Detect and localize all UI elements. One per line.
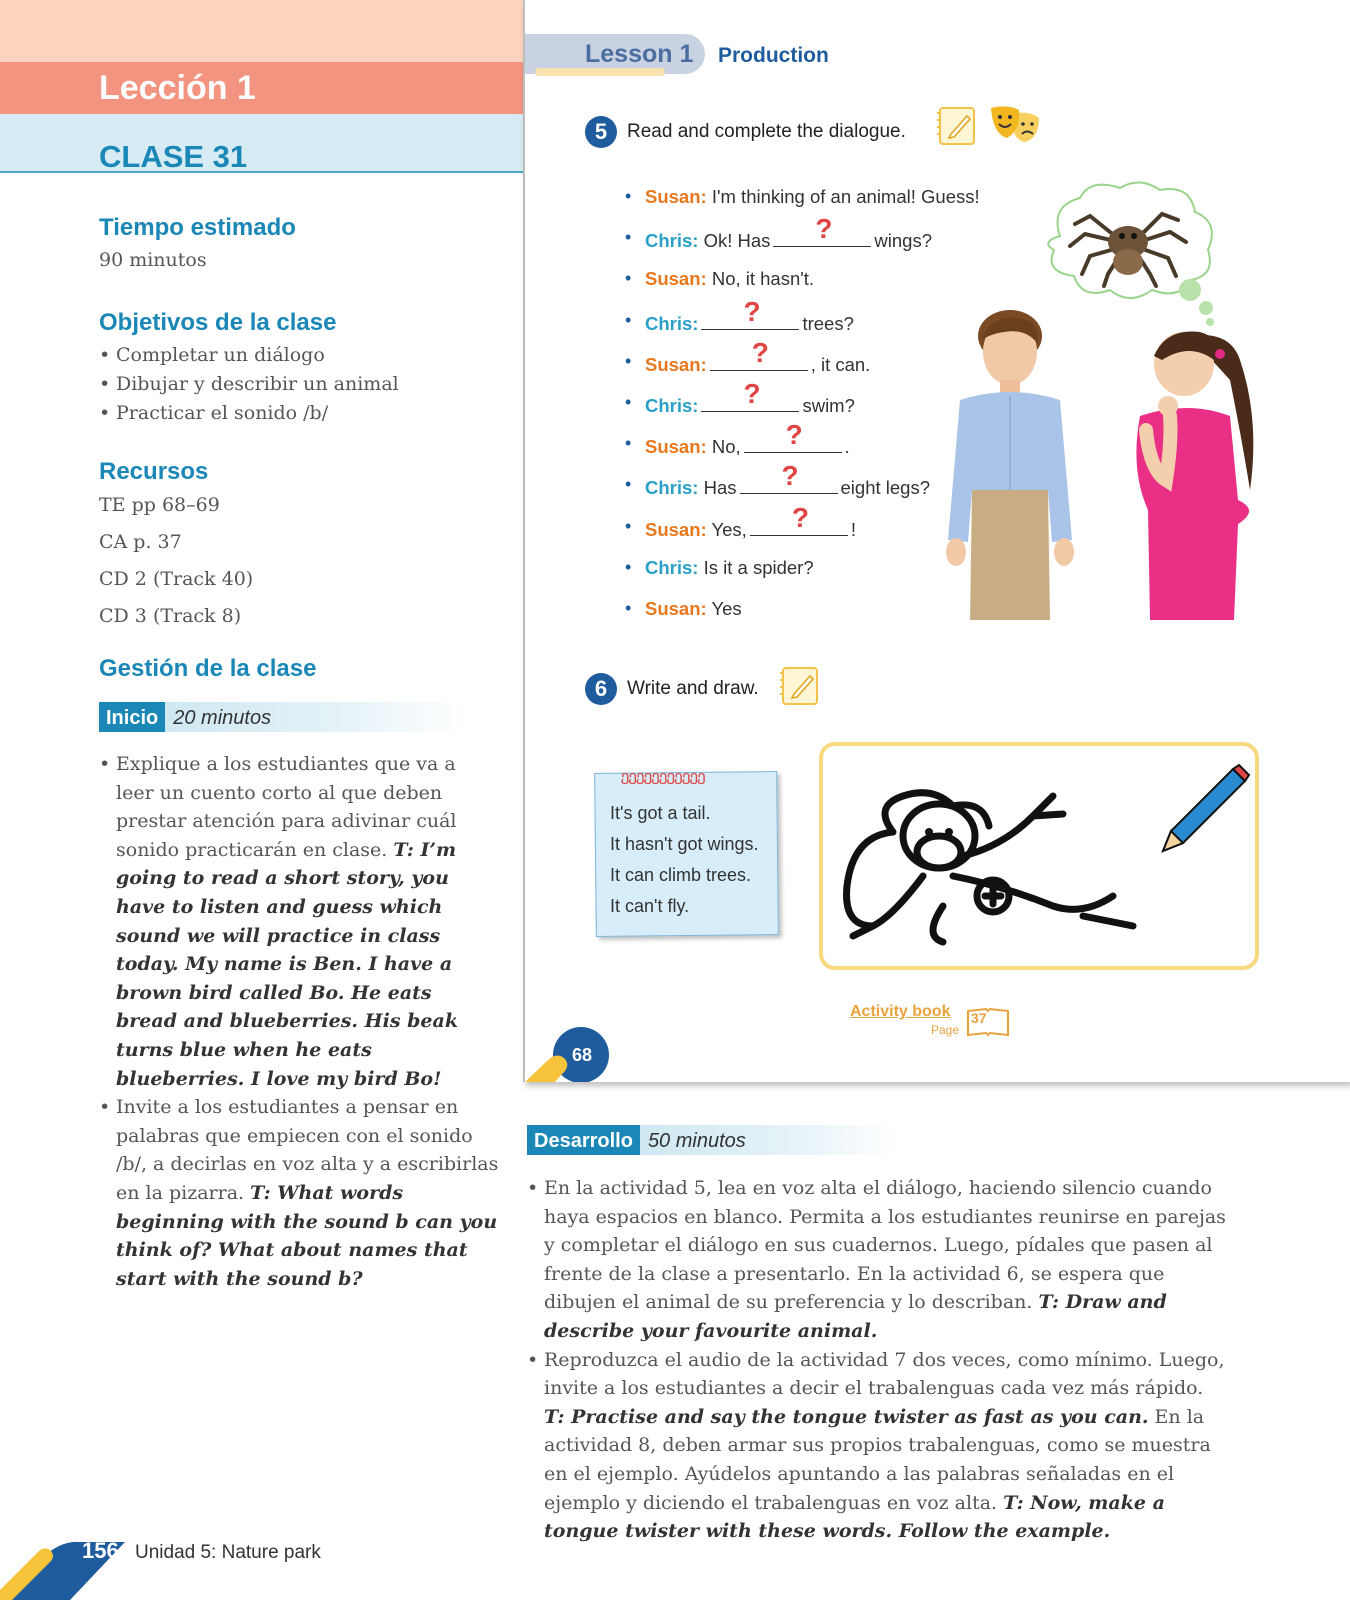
leccion-band — [0, 62, 523, 114]
book-page-number: 68 — [572, 1045, 593, 1065]
instruction-text: En la actividad 5, lea en voz alta el diálogo, haciendo silencio cuando haya espacios en blanco. Permita a los estudiantes reunirse en parejas y completar el diálogo en sus cuadernos. Luego, pídales que pasen al frente de la clase a presentarlo. En la actividad 6, se espera que dibujen el animal de su preferencia y lo describan. — [544, 1177, 1226, 1314]
speaker-name: Susan: — [645, 268, 707, 290]
page-corner-decoration — [0, 1520, 140, 1600]
dialogue-line — [625, 295, 980, 351]
dialogue-text: Ok! Has — [698, 230, 771, 252]
question-mark-icon: ? — [785, 419, 803, 451]
objetivos-section — [99, 309, 399, 428]
question-mark-icon: ? — [743, 295, 761, 327]
teacher-line: T: Draw and describe your favourite animal. — [544, 1291, 1167, 1342]
teacher-line: T: What words beginning with the sound b can you think of? What about names that start with the sound b? — [116, 1181, 498, 1290]
list-item — [527, 1174, 1227, 1346]
speaker-name: Chris: — [645, 477, 699, 499]
inicio-bar — [99, 702, 465, 732]
desarrollo-bar — [527, 1125, 900, 1155]
dialogue-list — [625, 186, 980, 639]
speaker-name: Chris: — [645, 312, 699, 334]
notebook-pencil-icon — [937, 104, 979, 148]
clase-band — [0, 114, 523, 173]
dialogue-line — [625, 598, 980, 639]
gestion-heading: Gestión de la clase — [99, 655, 317, 682]
recurso-item: CD 3 (Track 8) — [99, 605, 242, 627]
answer-blank[interactable] — [744, 419, 842, 453]
speaker-name: Susan: — [645, 518, 707, 540]
recurso-item: CD 2 (Track 40) — [99, 568, 254, 590]
answer-blank[interactable] — [740, 460, 838, 494]
header-band-top — [0, 0, 523, 62]
question-mark-icon: ? — [815, 213, 833, 245]
activity-5-number: 5 — [585, 116, 617, 148]
dialogue-text: swim? — [802, 394, 855, 416]
note-text — [610, 798, 759, 922]
list-item: • Dibujar y describir un animal — [99, 370, 399, 399]
boy-image — [930, 300, 1090, 620]
objetivos-heading: Objetivos de la clase — [99, 309, 337, 336]
speaker-name: Susan: — [645, 353, 707, 375]
dialogue-text: eight legs? — [840, 477, 930, 499]
teacher-line: T: Practise and say the tongue twister as fast as you can. — [544, 1405, 1149, 1428]
note-line: It can't fly. — [610, 896, 690, 916]
lesson-label: Lesson 1 — [585, 40, 694, 68]
inicio-label: Inicio — [99, 702, 165, 732]
leccion-title: Lección 1 — [99, 69, 256, 107]
dialogue-text: , it can. — [810, 353, 871, 375]
desarrollo-label: Desarrollo — [527, 1125, 640, 1155]
instruction-text: En la actividad 8, deben armar sus propios trabalenguas, como se muestra en el ejemplo. Ayúdelos apuntando a las palabras señaladas en el ejemplo y diciendo el trabalenguas en voz alta. — [544, 1405, 1211, 1514]
theater-masks-icon — [989, 104, 1045, 148]
dialogue-text: trees? — [802, 312, 854, 334]
page-corner-decoration — [525, 1025, 615, 1082]
answer-blank[interactable] — [701, 295, 799, 330]
drawing-box — [819, 742, 1259, 970]
list-item — [99, 750, 499, 1093]
teacher-line: T: I’m going to read a short story, you have to listen and guess which sound we will practice in class today. My name is Ben. I have a brown bird called Bo. He eats bread and blueberries. His beak turns blue when he eats blueberries. I love my bird Bo! — [116, 838, 458, 1090]
student-book-page — [523, 0, 1350, 1082]
dialogue-line — [625, 557, 980, 598]
inicio-minutes: 20 minutos — [165, 702, 465, 732]
answer-blank[interactable] — [773, 213, 871, 247]
recursos-heading: Recursos — [99, 458, 209, 485]
activity-6-number: 6 — [585, 673, 617, 705]
activity-book-page-number: 37 — [971, 1010, 987, 1026]
dialogue-text: wings? — [874, 230, 933, 252]
dialogue-text: No, it hasn't. — [706, 268, 815, 290]
activity-5-title: Read and complete the dialogue. — [627, 121, 906, 142]
inicio-list — [99, 750, 499, 1293]
dialogue-text: ! — [850, 518, 856, 540]
dialogue-text: No, — [706, 436, 741, 458]
list-item — [527, 1346, 1227, 1546]
notebook-pencil-icon — [780, 664, 822, 708]
dialogue-text: Has — [698, 477, 737, 499]
gestion-section — [99, 655, 316, 683]
speaker-name: Chris: — [645, 230, 699, 252]
page-number: 156 — [82, 1538, 119, 1563]
dialogue-text: I'm thinking of an animal! Guess! — [706, 186, 980, 207]
list-item — [99, 1093, 499, 1293]
clase-title: CLASE 31 — [99, 139, 248, 174]
speaker-name: Susan: — [645, 186, 707, 207]
dialogue-text: . — [844, 436, 850, 458]
answer-blank[interactable] — [701, 377, 799, 412]
lesson-tab-underline — [535, 68, 665, 76]
instruction-text: Invite a los estudiantes a pensar en palabras que empiecen con el sonido /b/, a decirlas en voz alta y a escribirlas en la pizarra. — [116, 1096, 499, 1204]
activity-6-title: Write and draw. — [627, 678, 759, 699]
answer-blank[interactable] — [710, 336, 808, 371]
activity-book-link[interactable]: Activity book — [850, 1003, 951, 1020]
dialogue-text: Yes, — [706, 518, 747, 540]
dialogue-line — [625, 213, 980, 268]
answer-blank[interactable] — [750, 501, 848, 536]
dialogue-line — [625, 268, 980, 309]
note-spiral-decoration: ეეეეეეეეეეე — [620, 766, 704, 785]
activity-book-page-label: Page — [931, 1023, 960, 1037]
instruction-text: Explique a los estudiantes que va a leer un cuento corto al que deben prestar atención para adivinar cuál sonido practicarán en clase. — [116, 753, 457, 861]
girl-image — [1110, 320, 1280, 620]
desarrollo-minutes: 50 minutos — [640, 1125, 900, 1155]
question-mark-icon: ? — [743, 377, 761, 409]
tiempo-heading: Tiempo estimado — [99, 214, 296, 241]
list-item: • Completar un diálogo — [99, 341, 399, 370]
speaker-name: Susan: — [645, 436, 707, 458]
list-item: • Practicar el sonido /b/ — [99, 399, 399, 428]
dialogue-line — [625, 419, 980, 474]
note-line: It can climb trees. — [610, 865, 752, 885]
question-mark-icon: ? — [751, 336, 769, 368]
tiempo-value: 90 minutos — [99, 249, 207, 271]
speaker-name: Chris: — [645, 556, 699, 578]
dialogue-text: Is it a spider? — [698, 556, 814, 578]
dialogue-line — [625, 186, 980, 227]
question-mark-icon: ? — [791, 501, 809, 533]
objetivos-list — [99, 341, 399, 428]
pencil-icon — [1153, 761, 1253, 861]
speaker-name: Susan: — [645, 597, 707, 619]
speaker-name: Chris: — [645, 394, 699, 416]
desarrollo-list — [527, 1174, 1227, 1546]
recurso-item: TE pp 68–69 — [99, 494, 220, 516]
tiempo-section — [99, 214, 296, 274]
monkey-drawing-image — [833, 776, 1163, 946]
teacher-line: T: Now, make a tongue twister with these words. Follow the example. — [544, 1491, 1165, 1543]
dialogue-text: Yes — [706, 597, 742, 619]
note-line: It hasn't got wings. — [610, 834, 759, 854]
recursos-section — [99, 458, 253, 634]
lesson-section: Production — [718, 44, 829, 67]
instruction-text: Reproduzca el audio de la actividad 7 dos veces, como mínimo. Luego, invite a los estudiantes a decir el trabalenguas cada vez más rápido. — [544, 1348, 1225, 1400]
recurso-item: CA p. 37 — [99, 531, 182, 553]
dialogue-line — [625, 336, 980, 392]
note-line: It's got a tail. — [610, 803, 711, 823]
dialogue-line — [625, 501, 980, 557]
unit-title: Unidad 5: Nature park — [135, 1542, 321, 1563]
question-mark-icon: ? — [781, 460, 799, 492]
